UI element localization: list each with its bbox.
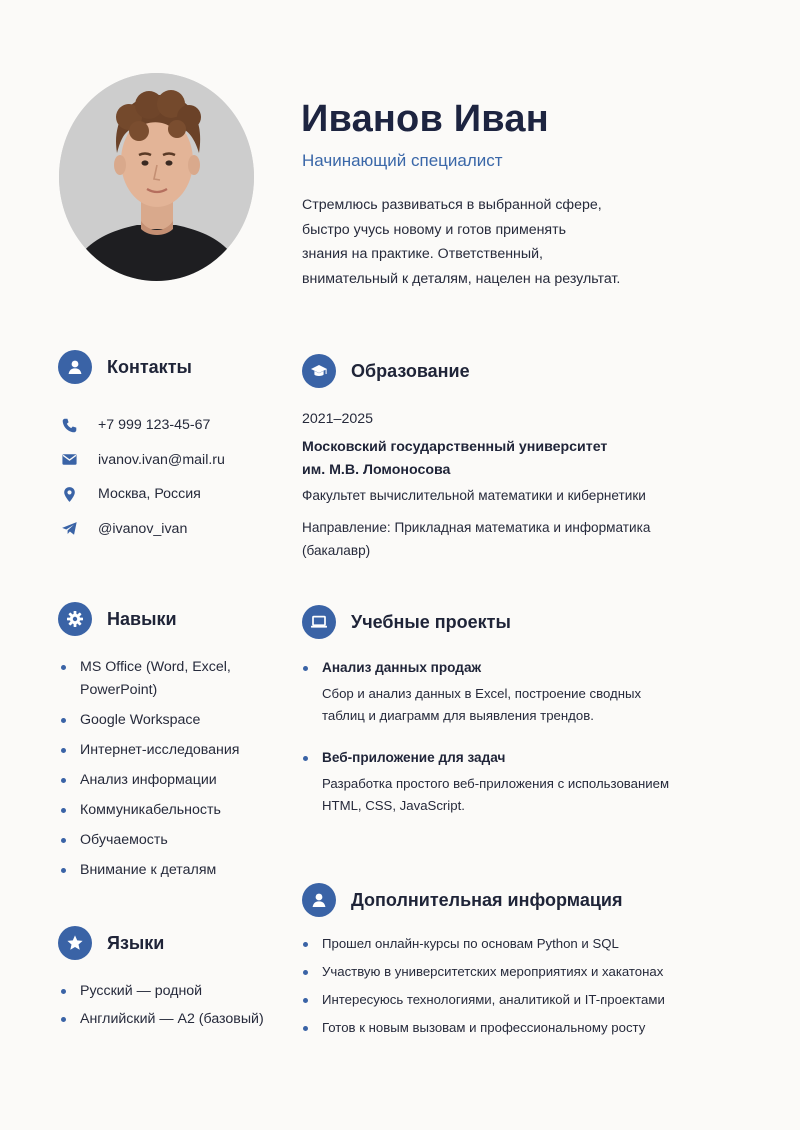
skill-line: MS Office (Word, Excel, — [80, 659, 231, 675]
project-desc-line: Сбор и анализ данных в Excel, построение сводных — [322, 686, 642, 701]
languages-section-header — [58, 926, 164, 960]
additional-item: Участвую в университетских мероприятиях и хакатонах — [302, 961, 665, 983]
person-icon — [58, 350, 92, 384]
projects-title: Учебные проекты — [351, 611, 511, 632]
skill-line: Внимание к деталям — [80, 862, 217, 878]
project-description — [322, 683, 669, 727]
skills-title: Навыки — [107, 608, 177, 629]
phone-icon — [60, 416, 78, 434]
skill-line: Интернет-исследования — [80, 742, 240, 758]
additional-item: Готов к новым вызовам и профессиональному росту — [302, 1017, 665, 1039]
summary-line: знания на практике. Ответственный, — [302, 246, 543, 262]
skill-item — [60, 829, 239, 852]
project-desc-line: Разработка простого веб-приложения с использованием — [322, 776, 670, 791]
direction-line: (бакалавр) — [302, 543, 371, 558]
project-title: Анализ данных продаж — [322, 660, 482, 675]
skill-line: Google Workspace — [80, 712, 201, 728]
contact-phone — [60, 408, 225, 443]
skill-item — [60, 739, 239, 762]
education-title: Образование — [351, 360, 470, 381]
education-university — [302, 436, 650, 482]
education-direction — [302, 516, 650, 562]
education-faculty: Факультет вычислительной математики и кибернетики — [302, 488, 646, 503]
direction-line: Направление: Прикладная математика и информатика — [302, 520, 651, 535]
skill-line: Обучаемость — [80, 832, 168, 848]
skill-item — [60, 859, 239, 882]
skill-line: Анализ информации — [80, 772, 217, 788]
summary-text — [302, 193, 662, 291]
project-desc-line: таблиц и диаграмм для выявления трендов. — [322, 708, 594, 723]
additional-section-header — [302, 883, 622, 917]
summary-line: Стремлюсь развиваться в выбранной сфере, — [302, 197, 602, 213]
projects-section-header — [302, 605, 511, 639]
university-line: Московский государственный университет — [302, 439, 608, 455]
education-section-header — [302, 354, 470, 388]
skill-item — [60, 769, 239, 792]
skill-line: Коммуникабельность — [80, 802, 221, 818]
person-icon — [302, 883, 336, 917]
contact-telegram — [60, 512, 225, 547]
projects-list — [302, 657, 669, 837]
skill-item — [60, 656, 239, 702]
project-desc-line: HTML, CSS, JavaScript. — [322, 798, 465, 813]
summary-line: быстро учусь новому и готов применять — [302, 221, 566, 238]
project-item — [302, 657, 669, 727]
contact-email — [60, 443, 225, 478]
portrait-illustration — [59, 73, 254, 281]
skills-list — [60, 656, 239, 889]
contact-phone-text[interactable]: +7 999 123-45-67 — [98, 417, 211, 434]
skills-section-header — [58, 602, 177, 636]
candidate-name: Иванов Иван — [301, 98, 549, 140]
telegram-icon — [60, 520, 78, 538]
graduation-cap-icon — [302, 354, 336, 388]
project-item — [302, 747, 669, 817]
additional-list — [302, 933, 665, 1045]
project-description — [322, 773, 669, 817]
summary-line: внимательный к деталям, нацелен на результат. — [302, 270, 621, 287]
contact-telegram-text[interactable]: @ivanov_ivan — [98, 520, 188, 537]
contacts-title: Контакты — [107, 356, 192, 377]
laptop-icon — [302, 605, 336, 639]
languages-list — [60, 980, 264, 1036]
candidate-role: Начинающий специалист — [302, 151, 503, 170]
project-title: Веб-приложение для задач — [322, 750, 506, 765]
university-line: им. М.В. Ломоносова — [302, 462, 451, 478]
education-entry — [302, 408, 650, 562]
additional-title: Дополнительная информация — [351, 889, 623, 910]
contacts-section-header — [58, 350, 192, 384]
mail-icon — [60, 451, 78, 469]
location-icon — [60, 485, 78, 503]
profile-photo — [59, 73, 254, 281]
additional-item: Прошел онлайн-курсы по основам Python и SQL — [302, 933, 665, 955]
star-icon — [58, 926, 92, 960]
gear-icon — [58, 602, 92, 636]
additional-item: Интересуюсь технологиями, аналитикой и IT-проектами — [302, 989, 665, 1011]
contact-location — [60, 477, 225, 512]
language-item: Русский — родной — [60, 980, 264, 1003]
skill-line: PowerPoint) — [80, 682, 158, 698]
contact-email-text[interactable]: ivanov.ivan@mail.ru — [98, 451, 225, 468]
skill-item — [60, 709, 239, 732]
language-item: Английский — A2 (базовый) — [60, 1008, 264, 1031]
contact-location-text: Москва, Россия — [98, 486, 201, 503]
contacts-list — [60, 408, 225, 546]
skill-item — [60, 799, 239, 822]
languages-title: Языки — [107, 932, 165, 953]
education-years: 2021–2025 — [302, 411, 374, 427]
